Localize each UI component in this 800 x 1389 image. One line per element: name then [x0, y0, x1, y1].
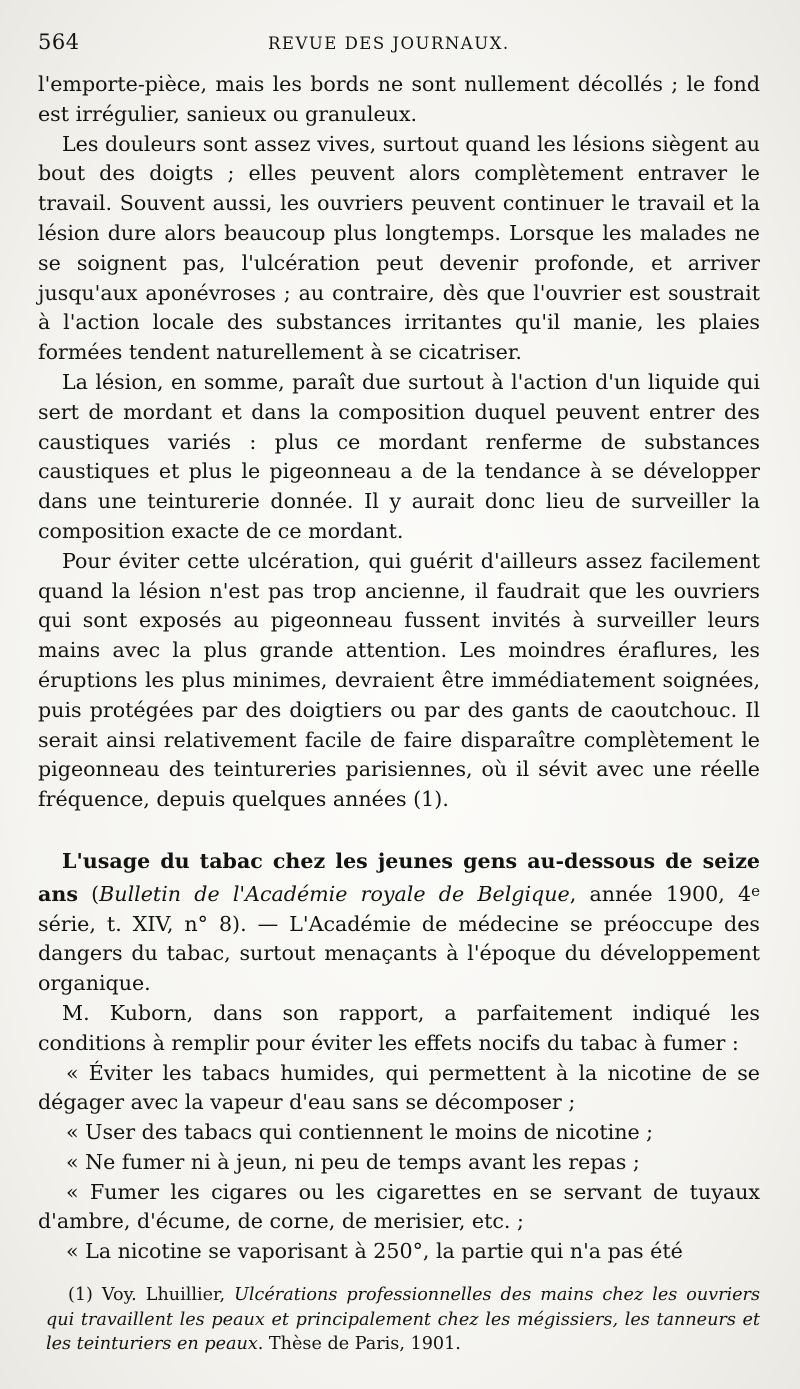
running-title: REVUE DES JOURNAUX. — [268, 34, 510, 53]
footnote-title: Ulcérations professionnelles des mains chez les ouvriers qui travaillent les peaux et principalement chez les mégissiers, les tanneurs et les teinturiers en peaux — [46, 1285, 760, 1355]
page-number: 564 — [38, 30, 80, 54]
paragraph: l'emporte-pièce, mais les bords ne sont nullement décollés ; le fond est irrégulier, sanieux ou granuleux. — [38, 72, 760, 126]
lead-text: série, t. XIV, n° 8). — L'Académie de médecine se préoccupe des dangers du tabac, surtout menaçants à l'époque du développement organique. — [38, 911, 760, 996]
citation-details: , année 1900, 4 — [569, 881, 752, 906]
paragraph: Les douleurs sont assez vives, surtout quand les lésions siègent au bout des doigts ; elles peuvent alors complètement entraver le travail. Souvent aussi, les ouvriers peuvent continuer le travail et la lésion dure alors beaucoup plus longtemps. Lorsque les malades ne se soignent pas, l'ulcération peut devenir profonde, et arriver jusqu'aux aponévroses ; au contraire, dès que l'ouvrier est soustrait à l'action locale des substances irritantes qu'il manie, les plaies formées tendent naturellement à se cicatriser. — [38, 131, 760, 365]
paragraph: M. Kuborn, dans son rapport, a parfaitement indiqué les conditions à remplir pour éviter les effets nocifs du tabac à fumer : — [38, 1000, 760, 1055]
quoted-rule: « La nicotine se vaporisant à 250°, la partie qui n'a pas été — [66, 1239, 683, 1264]
article-title: L'usage du tabac chez les jeunes gens au-dessous de seize ans — [38, 848, 760, 906]
footnote-marker: (1) Voy. Lhuillier, — [68, 1285, 235, 1306]
footnote — [38, 1283, 760, 1357]
footnote-rest: . Thèse de Paris, 1901. — [257, 1334, 461, 1355]
paragraph: La lésion, en somme, paraît due surtout à l'action d'un liquide qui sert de mordant et dans la composition duquel peuvent entrer des caustiques variés : plus ce mordant renferme de substances caustiques et plus le pigeonneau a de la tendance à se développer dans une teinturerie donnée. Il y aurait donc lieu de surveiller la composition exacte de ce mordant. — [38, 369, 760, 543]
running-head — [38, 30, 760, 64]
citation-open: ( — [77, 881, 100, 906]
quoted-rule: « Éviter les tabacs humides, qui permettent à la nicotine de se dégager avec la vapeur d'eau sans se décomposer ; — [38, 1060, 760, 1115]
body-text — [38, 70, 760, 1267]
series-superscript: e — [751, 881, 760, 900]
section-gap — [38, 815, 760, 847]
article-lead-paragraph — [38, 847, 760, 999]
paragraph: Pour éviter cette ulcération, qui guérit d'ailleurs assez facilement quand la lésion n'est pas trop ancienne, il faudrait que les ouvriers qui sont exposés au pigeonneau fussent invités à surveiller leurs mains avec la plus grande attention. Les moindres éraflures, les éruptions les plus minimes, devraient être immédiatement soignées, puis protégées par des doigtiers ou par des gants de caoutchouc. Il serait ainsi relativement facile de faire disparaître complètement le pigeonneau des teintureries parisiennes, où il sévit avec une réelle fréquence, depuis quelques années (1). — [38, 548, 760, 812]
quoted-rule: « Fumer les cigares ou les cigarettes en se servant de tuyaux d'ambre, d'écume, de corne, de merisier, etc. ; — [38, 1179, 760, 1234]
quoted-rule: « Ne fumer ni à jeun, ni peu de temps avant les repas ; — [66, 1149, 640, 1174]
citation-journal: Bulletin de l'Académie royale de Belgique — [99, 881, 570, 906]
quoted-rule: « User des tabacs qui contiennent le moins de nicotine ; — [66, 1120, 654, 1145]
